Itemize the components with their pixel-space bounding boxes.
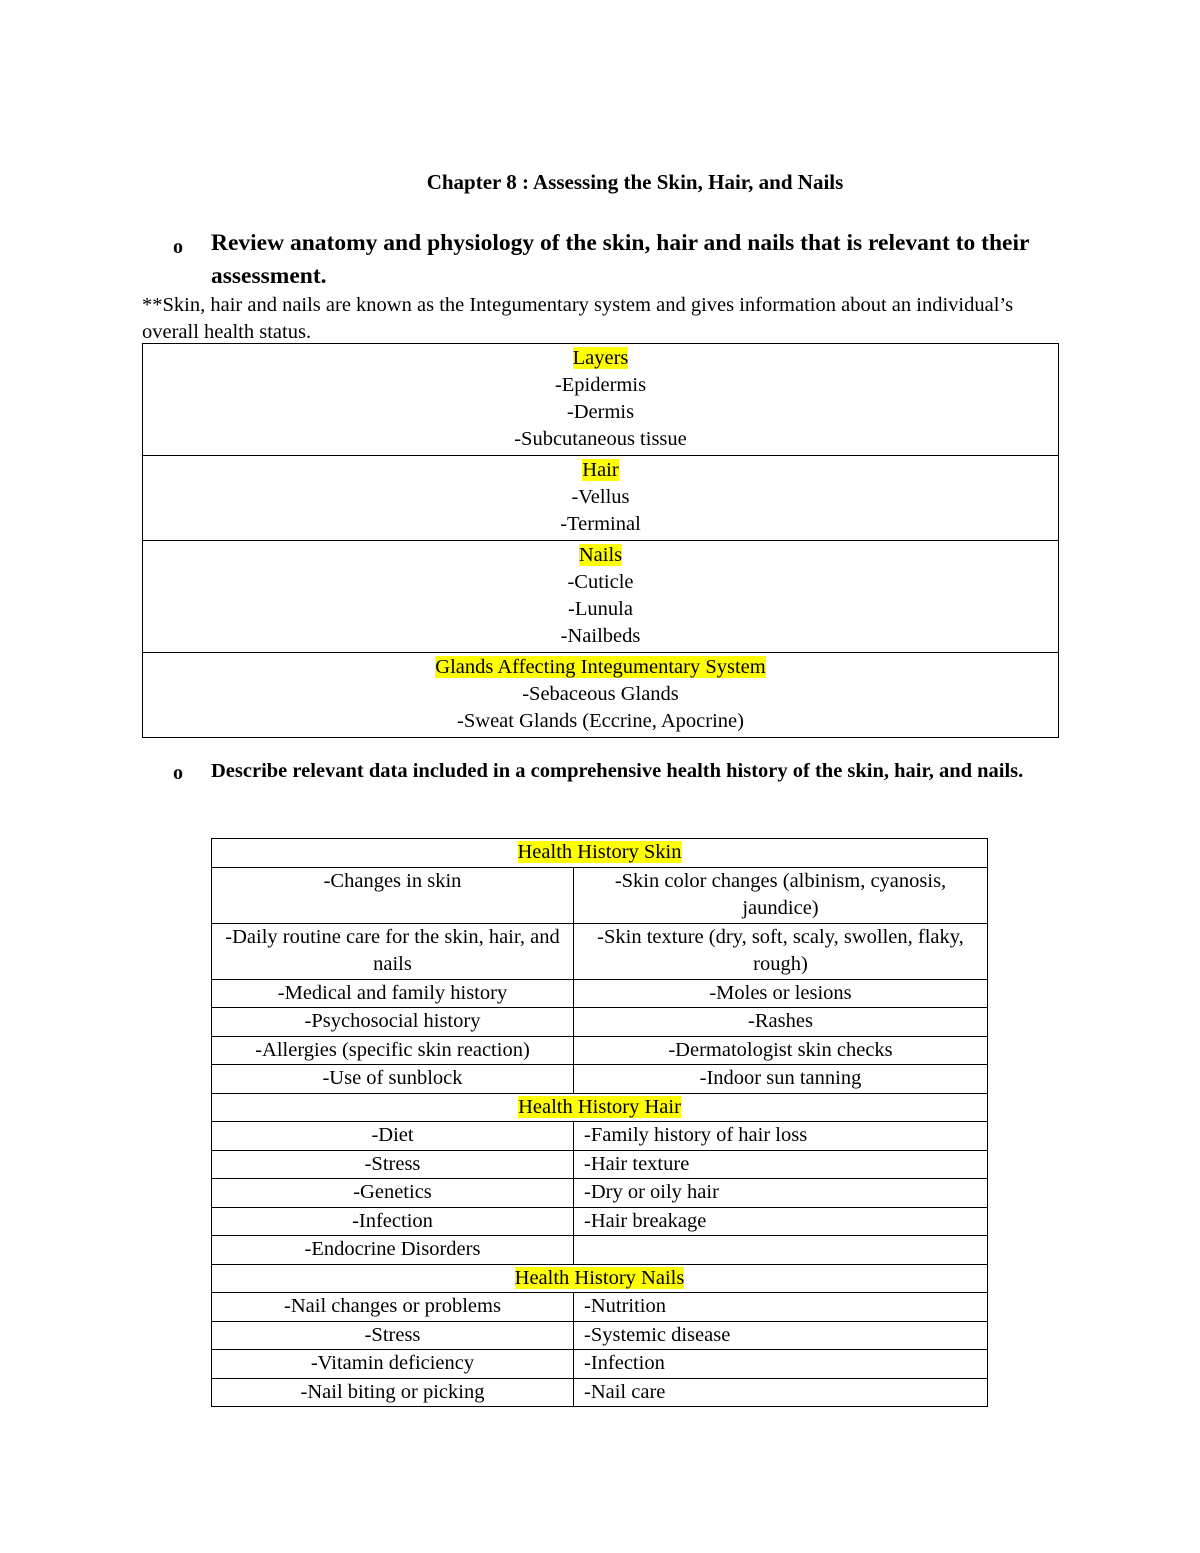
table-cell: -Use of sunblock: [212, 1065, 574, 1094]
section-heading-cell: [212, 1093, 988, 1122]
table-cell: -Psychosocial history: [212, 1008, 574, 1037]
list-item: -Terminal: [560, 513, 641, 535]
table-cell: [574, 1236, 988, 1265]
table-row: [212, 1036, 988, 1065]
list-item: -Vellus: [571, 486, 630, 508]
section-heading: Health History Nails: [514, 1266, 685, 1289]
table-row: [212, 1321, 988, 1350]
section-heading: Health History Skin: [517, 841, 682, 863]
table-row: [212, 1236, 988, 1265]
section-heading: Nails: [578, 544, 623, 566]
objective-2-text: Describe relevant data included in a comprehensive health history of the skin, hair, and nails.: [211, 760, 1024, 782]
table-row: [212, 1264, 988, 1293]
table-cell: -Nutrition: [574, 1293, 988, 1322]
table-cell: -Medical and family history: [212, 979, 574, 1008]
table-row: [143, 541, 1059, 653]
table-cell: -Skin color changes (albinism, cyanosis, jaundice): [574, 867, 988, 923]
section-heading: Layers: [572, 347, 629, 369]
list-item: -Sebaceous Glands: [522, 683, 679, 705]
table-row: [212, 1150, 988, 1179]
anatomy-cell-layers: [143, 344, 1059, 456]
objective-1-text: Review anatomy and physiology of the skin, hair and nails that is relevant to their assessment.: [211, 230, 1030, 289]
table-cell: -Rashes: [574, 1008, 988, 1037]
anatomy-table: [142, 343, 1059, 738]
list-item: -Nailbeds: [560, 625, 641, 647]
list-item: -Cuticle: [567, 571, 634, 593]
table-cell: -Family history of hair loss: [574, 1122, 988, 1151]
table-cell: -Changes in skin: [212, 867, 574, 923]
table-cell: -Genetics: [212, 1179, 574, 1208]
list-item: -Sweat Glands (Eccrine, Apocrine): [457, 710, 744, 732]
table-cell: -Nail care: [574, 1378, 988, 1407]
table-cell: -Hair breakage: [574, 1207, 988, 1236]
anatomy-cell-hair: [143, 456, 1059, 541]
table-cell: -Dermatologist skin checks: [574, 1036, 988, 1065]
table-cell: -Endocrine Disorders: [212, 1236, 574, 1265]
table-cell: -Daily routine care for the skin, hair, and nails: [212, 923, 574, 979]
objective-1: [173, 227, 1033, 293]
table-row: [143, 456, 1059, 541]
table-row: [212, 1207, 988, 1236]
integumentary-note: **Skin, hair and nails are known as the Integumentary system and gives information about an individual’s overall health status.: [142, 294, 1014, 343]
table-cell: -Systemic disease: [574, 1321, 988, 1350]
table-cell: -Nail biting or picking: [212, 1378, 574, 1407]
table-cell: -Diet: [212, 1122, 574, 1151]
section-heading-cell: [212, 1264, 988, 1293]
table-cell: -Hair texture: [574, 1150, 988, 1179]
table-row: [212, 1179, 988, 1208]
table-cell: -Infection: [212, 1207, 574, 1236]
section-heading: Glands Affecting Integumentary System: [435, 656, 766, 678]
anatomy-cell-nails: [143, 541, 1059, 653]
list-item: -Subcutaneous tissue: [514, 428, 687, 450]
section-heading: Hair: [582, 459, 619, 481]
table-row: [212, 1008, 988, 1037]
table-row: [143, 653, 1059, 738]
section-heading-cell: [212, 839, 988, 868]
table-cell: -Infection: [574, 1350, 988, 1379]
table-row: [212, 923, 988, 979]
table-cell: -Stress: [212, 1321, 574, 1350]
table-cell: -Indoor sun tanning: [574, 1065, 988, 1094]
table-cell: -Moles or lesions: [574, 979, 988, 1008]
page-title: Chapter 8 : Assessing the Skin, Hair, and Nails: [426, 170, 844, 194]
table-row: [212, 1093, 988, 1122]
table-row: [212, 1065, 988, 1094]
table-row: [212, 839, 988, 868]
anatomy-cell-glands: [143, 653, 1059, 738]
list-item: -Lunula: [568, 598, 633, 620]
table-row: [212, 867, 988, 923]
table-cell: -Dry or oily hair: [574, 1179, 988, 1208]
list-item: -Epidermis: [554, 374, 647, 396]
table-row: [212, 979, 988, 1008]
table-cell: -Nail changes or problems: [212, 1293, 574, 1322]
list-item: -Dermis: [566, 401, 635, 423]
table-row: [212, 1350, 988, 1379]
table-cell: -Stress: [212, 1150, 574, 1179]
hollow-bullet-icon: o: [173, 762, 183, 784]
table-cell: -Skin texture (dry, soft, scaly, swollen, flaky, rough): [574, 923, 988, 979]
table-row: [212, 1122, 988, 1151]
health-history-table: [211, 838, 988, 1407]
objective-2: [173, 757, 1033, 788]
table-row: [212, 1293, 988, 1322]
table-cell: -Allergies (specific skin reaction): [212, 1036, 574, 1065]
table-row: [143, 344, 1059, 456]
hollow-bullet-icon: o: [173, 236, 183, 258]
table-cell: -Vitamin deficiency: [212, 1350, 574, 1379]
table-row: [212, 1378, 988, 1407]
section-heading: Health History Hair: [518, 1095, 681, 1118]
